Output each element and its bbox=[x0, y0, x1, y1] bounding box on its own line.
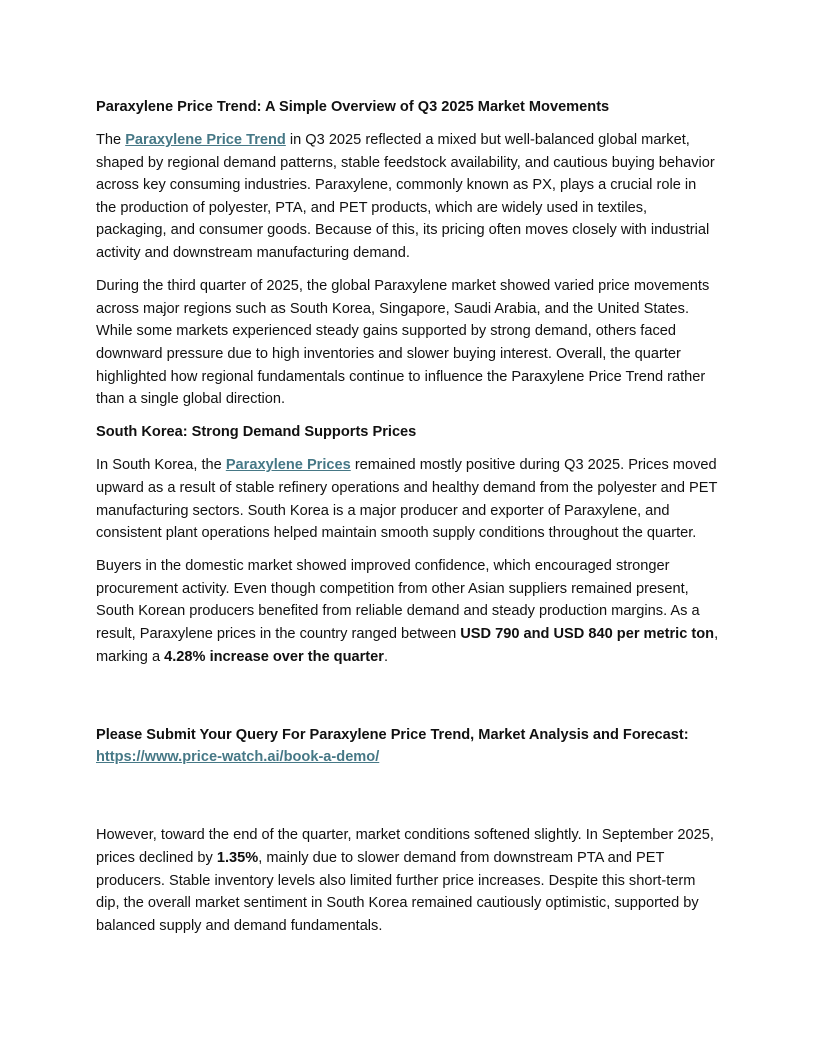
paraxylene-price-trend-link[interactable]: Paraxylene Price Trend bbox=[125, 132, 286, 149]
query-text: Please Submit Your Query For Paraxylene Price Trend, Market Analysis and Forecast: bbox=[96, 726, 689, 743]
intro-paragraph bbox=[96, 129, 720, 265]
september-text-before: However, toward the end of the quarter, market conditions softened slightly. In September 2025, prices declined by bbox=[96, 827, 714, 866]
buyers-text-before: Buyers in the domestic market showed improved confidence, which encouraged stronger procurement activity. Even though competition from other Asian suppliers remained present, South Korean producers benefited from reliable demand and steady production margins. As a result, Paraxylene prices in the country ranged between bbox=[96, 558, 700, 642]
september-text-after: , mainly due to slower demand from downstream PTA and PET producers. Stable inventory levels also limited further price increases. Despite this short-term dip, the overall market sentiment in South Korea remained cautiously optimistic, supported by balanced supply and demand fundamentals. bbox=[96, 849, 699, 934]
south-korea-heading: South Korea: Strong Demand Supports Prices bbox=[96, 424, 417, 441]
spacer bbox=[96, 679, 720, 724]
buyers-text-middle: , marking a bbox=[96, 625, 719, 665]
south-korea-paragraph bbox=[96, 454, 720, 544]
buyers-paragraph bbox=[96, 555, 720, 668]
query-callout bbox=[96, 724, 720, 769]
south-korea-text-before: In South Korea, the bbox=[96, 457, 226, 474]
quarter-increase-value: 4.28% increase over the quarter bbox=[164, 648, 384, 665]
intro-text-after: in Q3 2025 reflected a mixed but well-balanced global market, shaped by regional demand patterns, stable feedstock availability, and cautious buying behavior across key consuming industries. Paraxylene, commonly known as PX, plays a crucial role in the production of polyester, PTA, and PET products, which are widely used in textiles, packaging, and consumer goods. Because of this, its pricing often moves closely with industrial activity and downstream manufacturing demand. bbox=[96, 132, 715, 262]
book-demo-link[interactable]: https://www.price-watch.ai/book-a-demo/ bbox=[96, 749, 380, 766]
price-range-value: USD 790 and USD 840 per metric ton bbox=[460, 625, 715, 642]
document-title: Paraxylene Price Trend: A Simple Overview of Q3 2025 Market Movements bbox=[96, 99, 610, 115]
q3-overview-paragraph: During the third quarter of 2025, the global Paraxylene market showed varied price movements across major regions such as South Korea, Singapore, Saudi Arabia, and the United States. While some markets experienced steady gains supported by strong demand, others faced downward pressure due to high inventories and slower buying interest. Overall, the quarter highlighted how regional fundamentals continue to influence the Paraxylene Price Trend rather than a single global direction. bbox=[96, 278, 710, 408]
september-paragraph bbox=[96, 824, 720, 937]
september-decline-value: 1.35% bbox=[216, 849, 259, 866]
intro-text-before: The bbox=[96, 132, 126, 149]
buyers-text-after: . bbox=[383, 648, 389, 665]
paraxylene-prices-link[interactable]: Paraxylene Prices bbox=[225, 457, 351, 474]
south-korea-text-after: remained mostly positive during Q3 2025. Prices moved upward as a result of stable refinery operations and healthy demand from the polyester and PET manufacturing sectors. South Korea is a major producer and exporter of Paraxylene, and consistent plant operations helped maintain smooth supply conditions throughout the quarter. bbox=[96, 457, 718, 542]
spacer bbox=[96, 779, 720, 824]
document-page bbox=[96, 96, 720, 948]
